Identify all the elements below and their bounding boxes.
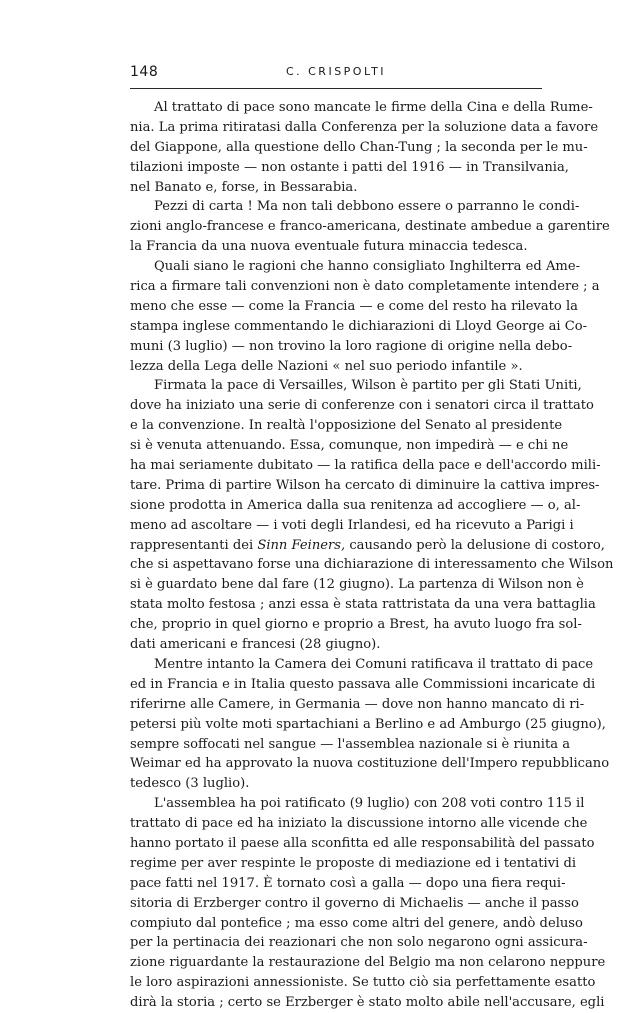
text-line: per la pertinacia dei reazionari che non solo negarono ogni assicura-: [130, 935, 588, 951]
text-line: nia. La prima ritiratasi dalla Conferenza per la soluzione data a favore: [130, 119, 599, 135]
text-line: stata molto festosa ; anzi essa è stata rattristata da una vera battaglia: [130, 597, 596, 613]
text-line: meno ad ascoltare — i voti degli Irlandesi, ed ha ricevuto a Parigi i: [130, 517, 574, 533]
text-line: Pezzi di carta ! Ma non tali debbono essere o parranno le condi-: [154, 199, 580, 215]
text-line: Firmata la pace di Versailles, Wilson è partito per gli Stati Uniti,: [154, 378, 582, 394]
text-line: e la convenzione. In realtà l'opposizione del Senato al presidente: [130, 418, 563, 434]
text-line: dove ha iniziato una serie di conferenze con i senatori circa il trattato: [130, 398, 594, 414]
text-line: L'assemblea ha poi ratificato (9 luglio) con 208 voti contro 115 il: [154, 796, 585, 812]
text-line: sitoria di Erzberger contro il governo di Michaelis — anche il passo: [130, 895, 579, 911]
page-number: 148: [130, 64, 159, 80]
text-line: rappresentanti dei Sinn Feiners, causando però la delusione di costoro,: [130, 537, 605, 553]
text-line: tedesco (3 luglio).: [130, 776, 250, 792]
text-line: tare. Prima di partire Wilson ha cercato di diminuire la cattiva impres-: [130, 477, 600, 493]
text-line: dirà la storia ; certo se Erzberger è stato molto abile nell'accusare, egli: [130, 995, 605, 1011]
text-line: del Giappone, alla questione dello Chan-Tung ; la seconda per le mu-: [130, 139, 588, 155]
text-line: Al trattato di pace sono mancate le firme della Cina e della Rume-: [154, 100, 593, 115]
text-line: sempre soffocati nel sangue — l'assemblea nazionale si è riunita a: [130, 736, 570, 752]
body-text: [130, 98, 614, 1013]
text-line: lezza della Lega delle Nazioni « nel suo periodo infantile ».: [130, 358, 523, 374]
text-line: regime per aver respinte le proposte di mediazione ed i tentativi di: [130, 855, 577, 871]
text-line: ha mai seriamente dubitato — la ratifica della pace e dell'accordo mili-: [130, 458, 601, 474]
text-line: zione riguardante la restaurazione del Belgio ma non celarono neppure: [130, 955, 606, 971]
text-line: meno che esse — come la Francia — e come del resto ha rilevato la: [130, 298, 578, 314]
text-line: la Francia da una nuova eventuale futura minaccia tedesca.: [130, 239, 528, 255]
text-line: Weimar ed ha approvato la nuova costituzione dell'Impero repubblicano: [130, 756, 610, 772]
text-line: stampa inglese commentando le dichiarazioni di Lloyd George ai Co-: [130, 318, 588, 334]
text-line: che si aspettavano forse una dichiarazione di interessamento che Wilson: [130, 557, 614, 573]
text-line: Mentre intanto la Camera dei Comuni ratificava il trattato di pace: [154, 656, 594, 672]
header-rule: [130, 88, 542, 89]
text-line: hanno portato il paese alla sconfitta ed alle responsabilità del passato: [130, 835, 595, 851]
running-head: C. CRISPOLTI: [285, 65, 387, 78]
text-line: le loro aspirazioni annessioniste. Se tutto ciò sia perfettamente esatto: [130, 975, 596, 991]
text-line: pace fatti nel 1917. È tornato così a galla — dopo una fiera requi-: [130, 875, 566, 891]
text-line: che, proprio in quel giorno e proprio a Brest, ha avuto luogo fra sol-: [130, 617, 582, 633]
italic-text: Sinn Feiners,: [257, 537, 346, 553]
text-line: petersi più volte moti spartachiani a Berlino e ad Amburgo (25 giugno),: [130, 716, 606, 732]
text-line: zioni anglo-francese e franco-americana, destinate ambedue a garentire: [130, 219, 610, 235]
text-line: sione prodotta in America dalla sua renitenza ad accogliere — o, al-: [130, 497, 581, 513]
text-line: ed in Francia e in Italia questo passava alle Commissioni incaricate di: [130, 676, 596, 692]
text-line: Quali siano le ragioni che hanno consigliato Inghilterra ed Ame-: [154, 259, 580, 275]
text-line: riferirne alle Camere, in Germania — dove non hanno mancato di ri-: [130, 696, 585, 712]
text-line: rica a firmare tali convenzioni non è dato completamente intendere ; a: [130, 279, 600, 295]
page-header: [130, 64, 542, 86]
text-line: compiuto dal pontefice ; ma esso come altri del genere, andò deluso: [130, 915, 583, 931]
text-line: dati americani e francesi (28 giugno).: [130, 637, 381, 653]
text-line: nel Banato e, forse, in Bessarabia.: [130, 179, 358, 195]
text-line: si è guardato bene dal fare (12 giugno). La partenza di Wilson non è: [130, 577, 584, 593]
text-line: muni (3 luglio) — non trovino la loro ragione di origine nella debo-: [130, 338, 573, 354]
text-line: tilazioni imposte — non ostante i patti del 1916 — in Transilvania,: [130, 159, 569, 175]
text-line: trattato di pace ed ha iniziato la discussione intorno alle vicende che: [130, 816, 588, 832]
text-line: si è venuta attenuando. Essa, comunque, non impedirà — e chi ne: [130, 438, 569, 454]
